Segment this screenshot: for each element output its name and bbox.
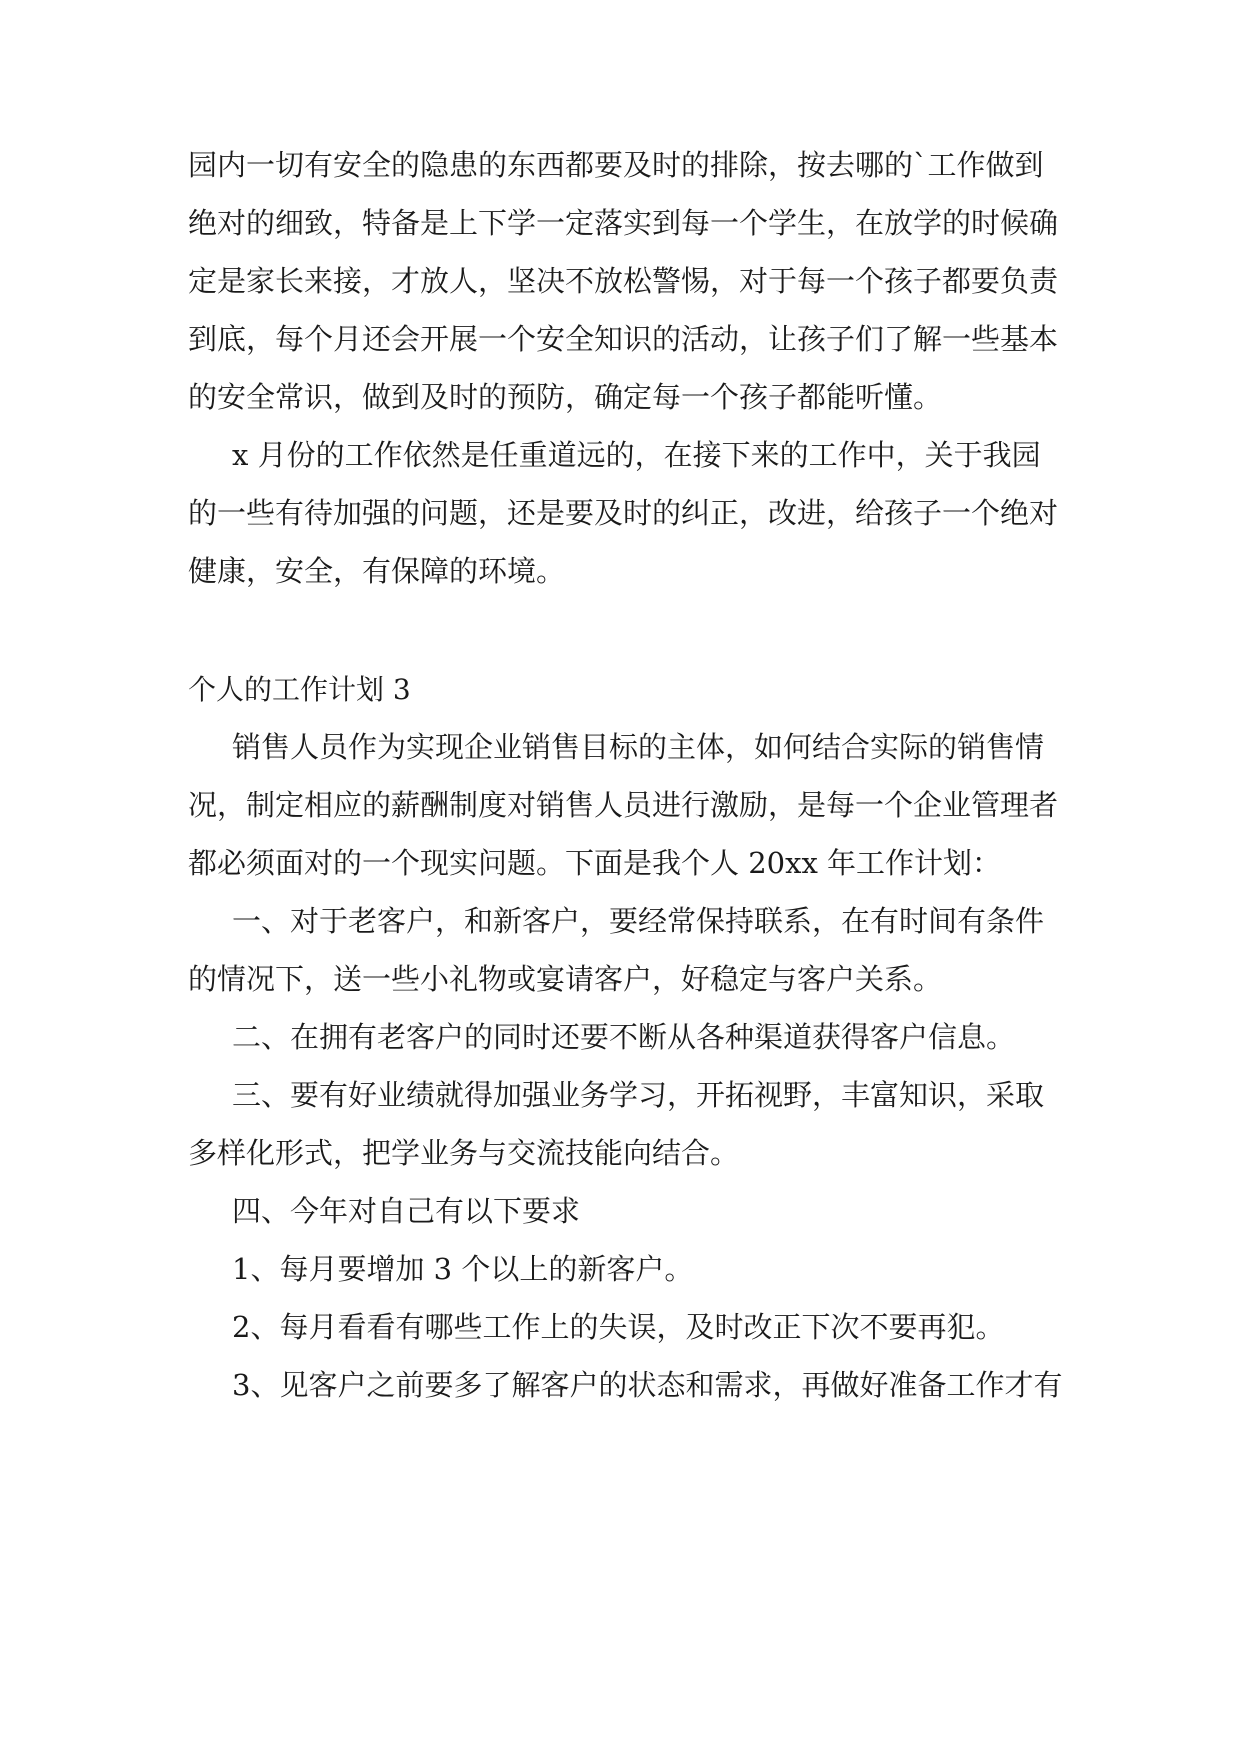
paragraph-line: 园内一切有安全的隐患的东西都要及时的排除，按去哪的`工作做到 — [188, 148, 1044, 182]
list-item: 2、每月看看有哪些工作上的失误，及时改正下次不要再犯。 — [232, 1310, 1005, 1344]
paragraph-line: 一、对于老客户，和新客户，要经常保持联系，在有时间有条件 — [232, 904, 1045, 938]
section-heading: 个人的工作计划 3 — [188, 673, 411, 706]
paragraph-line: 到底，每个月还会开展一个安全知识的活动，让孩子们了解一些基本 — [188, 322, 1059, 356]
paragraph-line: 健康，安全，有保障的环境。 — [188, 554, 566, 588]
paragraph-line: 销售人员作为实现企业销售目标的主体，如何结合实际的销售情 — [232, 730, 1045, 764]
paragraph-line: 多样化形式，把学业务与交流技能向结合。 — [188, 1136, 740, 1170]
list-item: 1、每月要增加 3 个以上的新客户。 — [232, 1252, 694, 1286]
paragraph-line: 绝对的细致，特备是上下学一定落实到每一个学生，在放学的时候确 — [188, 206, 1059, 240]
paragraph-line: 的一些有待加强的问题，还是要及时的纠正，改进，给孩子一个绝对 — [188, 496, 1059, 530]
list-item: 3、见客户之前要多了解客户的状态和需求，再做好准备工作才有 — [232, 1368, 1063, 1402]
paragraph-line: x 月份的工作依然是任重道远的，在接下来的工作中，关于我园 — [232, 438, 1041, 472]
paragraph-line: 定是家长来接，才放人，坚决不放松警惕，对于每一个孩子都要负责 — [188, 264, 1059, 298]
paragraph-line: 二、在拥有老客户的同时还要不断从各种渠道获得客户信息。 — [232, 1020, 1016, 1054]
paragraph-line: 都必须面对的一个现实问题。下面是我个人 20xx 年工作计划： — [188, 846, 1002, 880]
paragraph-line: 的情况下，送一些小礼物或宴请客户，好稳定与客户关系。 — [188, 962, 943, 996]
paragraph-line: 的安全常识，做到及时的预防，确定每一个孩子都能听懂。 — [188, 380, 943, 414]
paragraph-line: 况，制定相应的薪酬制度对销售人员进行激励，是每一个企业管理者 — [188, 788, 1059, 822]
paragraph-line: 三、要有好业绩就得加强业务学习，开拓视野，丰富知识，采取 — [232, 1078, 1045, 1112]
paragraph-line: 四、今年对自己有以下要求 — [232, 1194, 581, 1228]
